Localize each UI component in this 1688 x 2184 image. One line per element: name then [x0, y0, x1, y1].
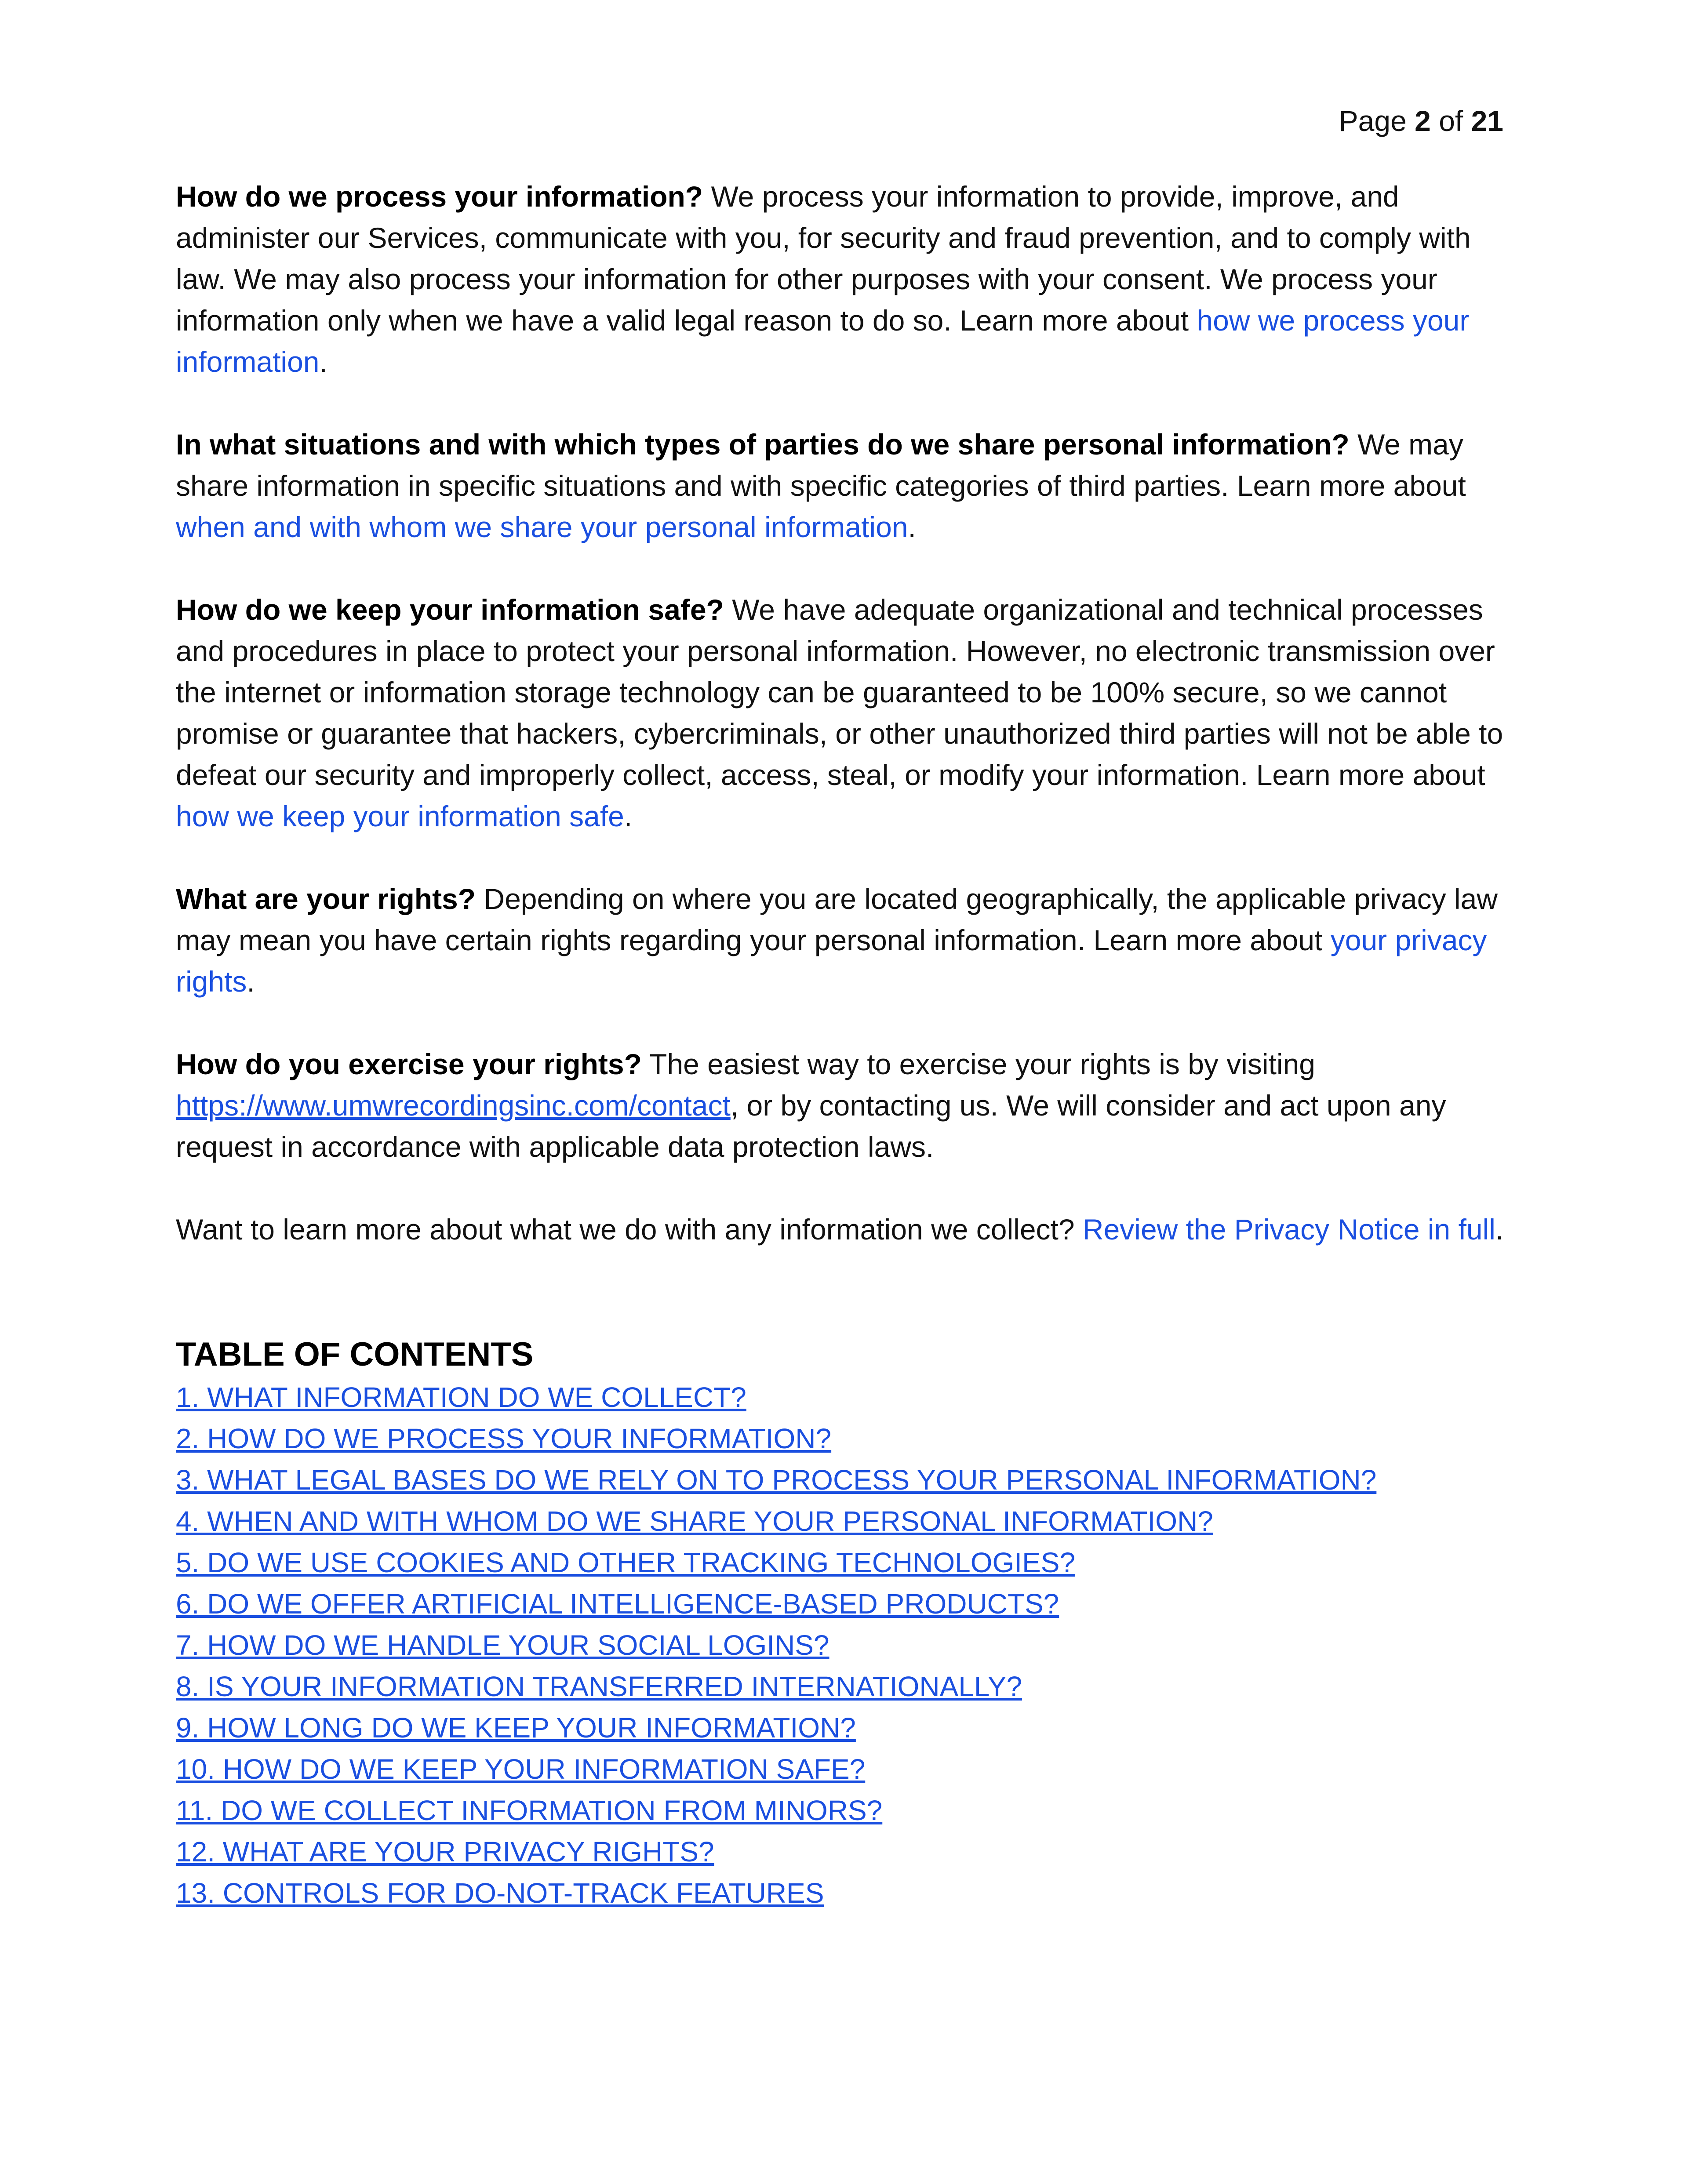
- toc-link-10[interactable]: 10. HOW DO WE KEEP YOUR INFORMATION SAFE?: [176, 1753, 866, 1785]
- toc-item: [176, 1542, 1512, 1583]
- toc-link-5[interactable]: 5. DO WE USE COOKIES AND OTHER TRACKING TECHNOLOGIES?: [176, 1547, 1076, 1578]
- toc-link-8[interactable]: 8. IS YOUR INFORMATION TRANSFERRED INTERNATIONALLY?: [176, 1671, 1022, 1702]
- toc-link-2[interactable]: 2. HOW DO WE PROCESS YOUR INFORMATION?: [176, 1423, 832, 1454]
- toc-item: [176, 1459, 1512, 1501]
- toc-link-12[interactable]: 12. WHAT ARE YOUR PRIVACY RIGHTS?: [176, 1836, 714, 1868]
- summary-your-rights: What are your rights? Depending on where you are located geographically, the applicable privacy law may mean you have certain rights regarding your personal information. Learn more about your privacy rights.: [176, 883, 1498, 998]
- link-contact-url[interactable]: https://www.umwrecordingsinc.com/contact: [176, 1089, 731, 1122]
- summary-process-info: How do we process your information? We process your information to provide, improve, and administer our Services, communicate with you, for security and fraud prevention, and to comply with law. We may also process your information for other purposes with your consent. We process your information only when we have a valid legal reason to do so. Learn more about how we process your information.: [176, 180, 1471, 378]
- toc-link-3[interactable]: 3. WHAT LEGAL BASES DO WE RELY ON TO PROCESS YOUR PERSONAL INFORMATION?: [176, 1464, 1377, 1496]
- document-body: [176, 176, 1512, 1914]
- toc-link-1[interactable]: 1. WHAT INFORMATION DO WE COLLECT?: [176, 1381, 746, 1413]
- closing-paragraph: Want to learn more about what we do with any information we collect? Review the Privacy Notice in full.: [176, 1213, 1504, 1246]
- toc-link-9[interactable]: 9. HOW LONG DO WE KEEP YOUR INFORMATION?: [176, 1712, 856, 1744]
- toc-link-4[interactable]: 4. WHEN AND WITH WHOM DO WE SHARE YOUR PERSONAL INFORMATION?: [176, 1505, 1213, 1537]
- toc-item: [176, 1872, 1512, 1914]
- link-share-info[interactable]: when and with whom we share your personal information: [176, 511, 908, 543]
- toc-heading: TABLE OF CONTENTS: [176, 1336, 534, 1373]
- toc-item: [176, 1418, 1512, 1459]
- summary-share-info: In what situations and with which types of parties do we share personal information? We may share information in specific situations and with specific categories of third parties. Learn more about when and with whom we share your personal information.: [176, 428, 1466, 543]
- toc-item: [176, 1831, 1512, 1872]
- link-keep-safe[interactable]: how we keep your information safe: [176, 800, 624, 832]
- toc-link-13[interactable]: 13. CONTROLS FOR DO-NOT-TRACK FEATURES: [176, 1877, 824, 1909]
- summary-exercise-rights: How do you exercise your rights? The easiest way to exercise your rights is by visiting https://www.umwrecordingsinc.com/contact, or by contacting us. We will consider and act upon any request in accordance with applicable data protection laws.: [176, 1048, 1446, 1163]
- page-number: Page 2 of 21: [1339, 105, 1503, 137]
- link-review-full-notice[interactable]: Review the Privacy Notice in full: [1082, 1213, 1495, 1246]
- toc-item: [176, 1583, 1512, 1624]
- toc-link-11[interactable]: 11. DO WE COLLECT INFORMATION FROM MINORS?: [176, 1795, 883, 1826]
- toc-item: [176, 1501, 1512, 1542]
- toc-item: [176, 1624, 1512, 1666]
- link-process-info[interactable]: how we process your information: [176, 304, 1470, 378]
- table-of-contents: [176, 1377, 1512, 1914]
- link-privacy-rights[interactable]: your privacy rights: [176, 924, 1487, 998]
- toc-item: [176, 1666, 1512, 1707]
- toc-item: [176, 1748, 1512, 1790]
- summary-keep-safe: How do we keep your information safe? We have adequate organizational and technical processes and procedures in place to protect your personal information. However, no electronic transmission over the internet or information storage technology can be guaranteed to be 100% secure, so we cannot promise or guarantee that hackers, cybercriminals, or other unauthorized third parties will not be able to defeat our security and improperly collect, access, steal, or modify your information. Learn more about how we keep your information safe.: [176, 593, 1503, 832]
- toc-item: [176, 1377, 1512, 1418]
- toc-link-6[interactable]: 6. DO WE OFFER ARTIFICIAL INTELLIGENCE-BASED PRODUCTS?: [176, 1588, 1059, 1620]
- toc-link-7[interactable]: 7. HOW DO WE HANDLE YOUR SOCIAL LOGINS?: [176, 1629, 829, 1661]
- toc-item: [176, 1707, 1512, 1748]
- toc-item: [176, 1790, 1512, 1831]
